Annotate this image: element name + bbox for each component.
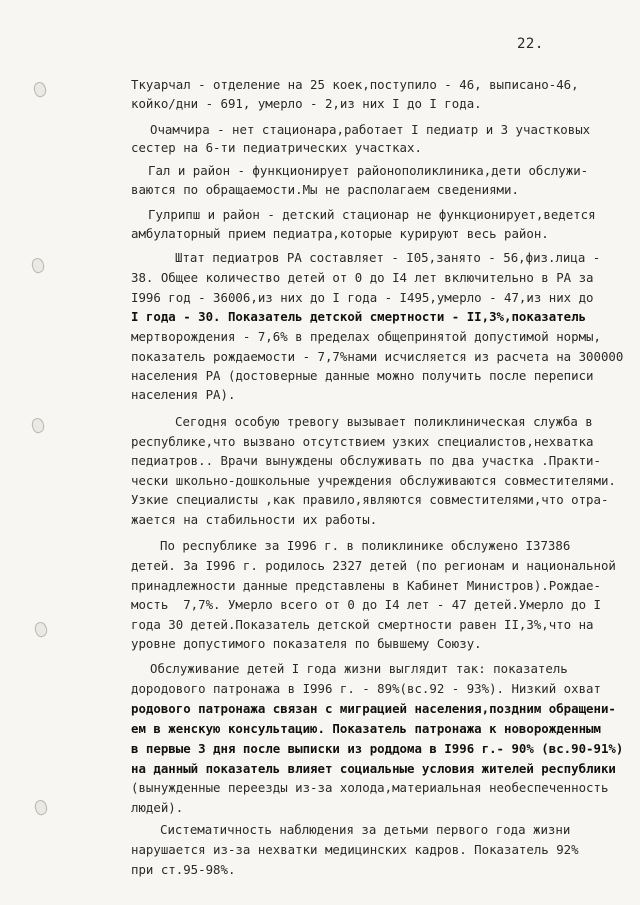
- text-line: I года - 30. Показатель детской смертности - II,3%,показатель: [131, 309, 587, 324]
- text-line: мость 7,7%. Умерло всего от 0 до I4 лет - 47 детей.Умерло до I: [131, 597, 601, 612]
- text-line: Ткуарчал - отделение на 25 коек,поступило - 46, выписано-46,: [131, 77, 579, 92]
- text-line: принадлежности данные представлены в Кабинет Министров).Рождае-: [131, 578, 601, 593]
- text-line: дородового патронажа в I996 г. - 89%(вс.92 - 93%). Низкий охват: [131, 681, 601, 696]
- text-line: Гал и район - функционирует районополиклиника,дети обслужи-: [148, 163, 589, 178]
- text-line: на данный показатель влияет социальные условия жителей республики: [131, 761, 616, 776]
- text-line: родового патронажа связан с миграцией населения,поздним обращени-: [131, 701, 616, 716]
- text-line: года 30 детей.Показатель детской смертности равен II,3%,что на: [131, 617, 594, 632]
- text-line: населения РА).: [131, 387, 236, 402]
- text-line: I996 год - 36006,из них до I года - I495,умерло - 47,из них до: [131, 290, 594, 305]
- text-line: сестер на 6-ти педиатрических участках.: [131, 140, 422, 155]
- text-line: амбулаторный прием педиатра,которые курируют весь район.: [131, 226, 549, 241]
- text-line: Узкие специалисты ,как правило,являются совместителями,что отра-: [131, 492, 609, 507]
- text-line: в первые 3 дня после выписки из роддома в I996 г.- 90% (вс.90-91%): [131, 741, 624, 756]
- text-line: детей. За I996 г. родилось 2327 детей (по регионам и национальной: [131, 558, 616, 573]
- text-line: Штат педиатров РА составляет - I05,занято - 56,физ.лица -: [175, 250, 601, 265]
- text-line: показатель рождаемости - 7,7%нами исчисляется из расчета на 300000: [131, 349, 624, 364]
- text-line: ваются по обращаемости.Мы не располагаем сведениями.: [131, 182, 519, 197]
- text-line: Сегодня особую тревогу вызывает поликлиническая служба в: [175, 414, 593, 429]
- text-line: Гулрипш и район - детский стационар не функционирует,ведется: [148, 207, 596, 222]
- text-line: По республике за I996 г. в поликлинике обслужено I37386: [160, 538, 571, 553]
- text-line: уровне допустимого показателя по бывшему Союзу.: [131, 636, 482, 651]
- text-line: при ст.95-98%.: [131, 862, 236, 877]
- text-line: нарушается из-за нехватки медицинских кадров. Показатель 92%: [131, 842, 579, 857]
- text-line: (вынужденные переезды из-за холода,материальная необеспеченность: [131, 780, 609, 795]
- text-line: койко/дни - 691, умерло - 2,из них I до I года.: [131, 96, 482, 111]
- page-number: 22.: [517, 36, 544, 52]
- text-line: жается на стабильности их работы.: [131, 512, 378, 527]
- text-line: ем в женскую консультацию. Показатель патронажа к новорожденным: [131, 721, 601, 736]
- text-line: населения РА (достоверные данные можно получить после переписи: [131, 368, 594, 383]
- text-line: людей).: [131, 800, 184, 815]
- text-line: Обслуживание детей I года жизни выглядит так: показатель: [150, 661, 568, 676]
- text-line: республике,что вызвано отсутствием узких специалистов,нехватка: [131, 434, 594, 449]
- text-line: 38. Общее количество детей от 0 до I4 лет включительно в РА за: [131, 270, 594, 285]
- text-line: чески школьно-дошкольные учреждения обслуживаются совместителями.: [131, 473, 616, 488]
- text-line: Очамчира - нет стационара,работает I педиатр и 3 участковых: [150, 122, 591, 137]
- text-line: мертворождения - 7,6% в пределах общепринятой допустимой нормы,: [131, 329, 601, 344]
- text-line: Систематичность наблюдения за детьми первого года жизни: [160, 822, 571, 837]
- text-line: педиатров.. Врачи вынуждены обслуживать по два участка .Практи-: [131, 453, 601, 468]
